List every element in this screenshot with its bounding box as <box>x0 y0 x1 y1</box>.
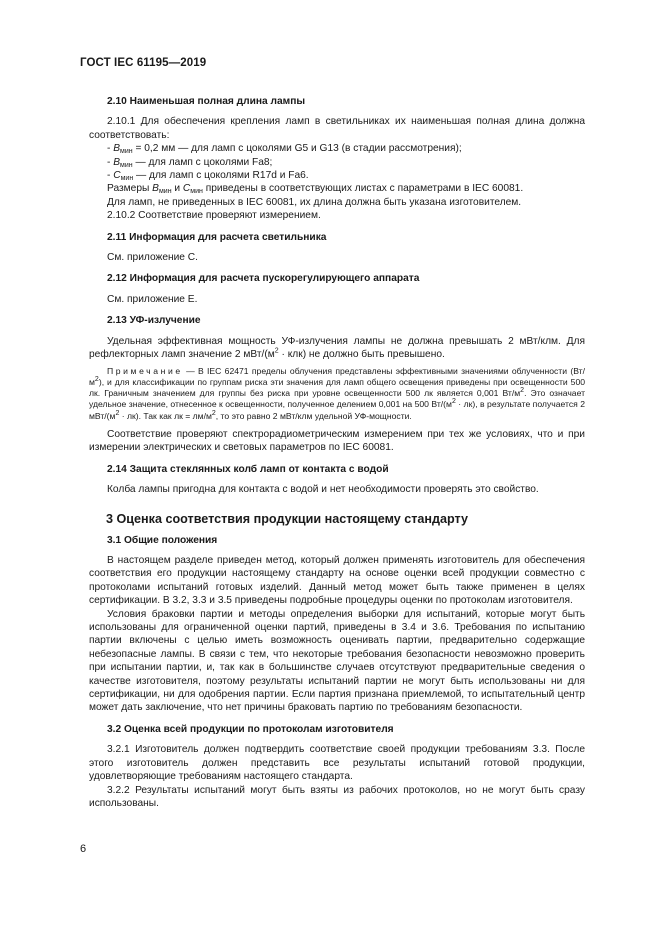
paragraph: Для ламп, не приведенных в IEC 60081, их длина должна быть указана изготовителем. <box>107 196 522 208</box>
heading-2-12: 2.12 Информация для расчета пускорегулирующего аппарата <box>107 273 420 285</box>
note-label: Примечание <box>107 365 183 376</box>
note: Примечание — В IEC 62471 пределы облучения представлены эффективными значениями облученности $(Вт/м^2)$, и для классификации по группам риска эти значения для ламп общего освещения приведены при освещенности 500 лк. Граничным значением для группы без риска при уровне освещенности 500 лк является 0,001 $Вт/м^2$. Это означает удельное значение, отнесенное к освещенности, полученное делением 0,001 на 500 $Вт/(м^2 \cdot лк)$, в результате получается 2 мВт/$(м^2 \cdot лк)$. Так как лк = $лм/м^2$, то это равно 2 мВт/клм удельной УФ-мощности. <box>89 365 586 421</box>
paragraph: В настоящем разделе приведен метод, который должен применять изготовитель для обеспечения соответствия его продукции настоящему стандарту на основе оценки всей продукции совместно с протоколами испытаний готовых изделий. Данный метод может быть также применен в целях сертификации. В 3.2, 3.3 и 3.5 приведены подробные процедуры оценки по протоколам изготовителя. <box>89 555 585 607</box>
list-item: - $B_{мин} = 0,2$ мм — для ламп с цоколями G5 и G13 (в стадии рассмотрения); <box>107 143 462 156</box>
paragraph-3-2-1: 3.2.1 Изготовитель должен подтвердить соответствие своей продукции требованиям 3.3. После этого изготовитель должен представить все результаты испытаний готовой продукции, удовлетворяющие требованиям настоящего стандарта. <box>89 744 585 783</box>
list-item: - $C_{мин}$ — для ламп с цоколями R17d и Fa6. <box>107 170 309 183</box>
paragraph: Колба лампы пригодна для контакта с водой и нет необходимости проверять это свойство. <box>107 484 539 496</box>
list-item: - $B_{мин}$ — для ламп с цоколями Fa8; <box>107 156 273 169</box>
document-body <box>89 95 585 810</box>
document-header: ГОСТ IEC 61195—2019 <box>80 57 207 69</box>
paragraph-2-10-1: 2.10.1 Для обеспечения крепления ламп в светильниках их наименьшая полная длина должна соответствовать: <box>89 116 585 141</box>
heading-2-13: 2.13 УФ-излучение <box>107 315 201 327</box>
paragraph: См. приложение С. <box>107 252 198 264</box>
heading-2-14: 2.14 Защита стеклянных колб ламп от контакта с водой <box>107 463 389 475</box>
paragraph: Соответствие проверяют спектрорадиометрическим измерением при тех же условиях, что и при измерении электрических и световых параметров по IEC 60081. <box>89 428 585 454</box>
sizes-paragraph: Размеры $B_{мин}$ и $C_{мин}$ приведены в соответствующих листах с параметрами в IEC 60081. <box>107 183 524 196</box>
heading-3: 3 Оценка соответствия продукции настоящему стандарту <box>106 511 469 526</box>
uv-paragraph: Удельная эффективная мощность УФ-излучения лампы не должна превышать 2 мВт/клм. Для рефлекторных ламп значение 2 мВт/$(м^2 \cdot клк)$ не должно быть превышено. <box>89 335 585 361</box>
heading-3-2: 3.2 Оценка всей продукции по протоколам изготовителя <box>107 723 394 735</box>
paragraph-2-10-2: 2.10.2 Соответствие проверяют измерением. <box>107 210 321 222</box>
paragraph-3-2-2: 3.2.2 Результаты испытаний могут быть взяты из рабочих протоколов, но не могут быть сразу использованы. <box>89 784 585 809</box>
heading-3-1: 3.1 Общие положения <box>107 534 218 546</box>
heading-2-11: 2.11 Информация для расчета светильника <box>107 231 327 243</box>
heading-2-10: 2.10 Наименьшая полная длина лампы <box>107 96 306 107</box>
paragraph: Условия браковки партии и методы определения выборки для испытаний, которые могут быть использованы для ограниченной оценки партий, приведены в 3.4 и 3.6. Требования по испытанию партии включены с целью иметь возможность оценивать партии, предварительно содержащие небезопасные лампы. В связи с тем, что некоторые требования безопасности невозможно проверить при испытании партии, и, так как в большинстве случаев отсутствуют предварительные сведения о качестве изготовителя, поэтому результаты испытаний партии не могут быть использованы ни для сертификации, ни для одобрения партии. Если партия признана приемлемой, то испытательный центр может дать заключение, что нет причины браковать партию по требованиям безопасности. <box>89 608 585 714</box>
paragraph: См. приложение Е. <box>107 293 198 305</box>
page-number: 6 <box>80 843 87 855</box>
